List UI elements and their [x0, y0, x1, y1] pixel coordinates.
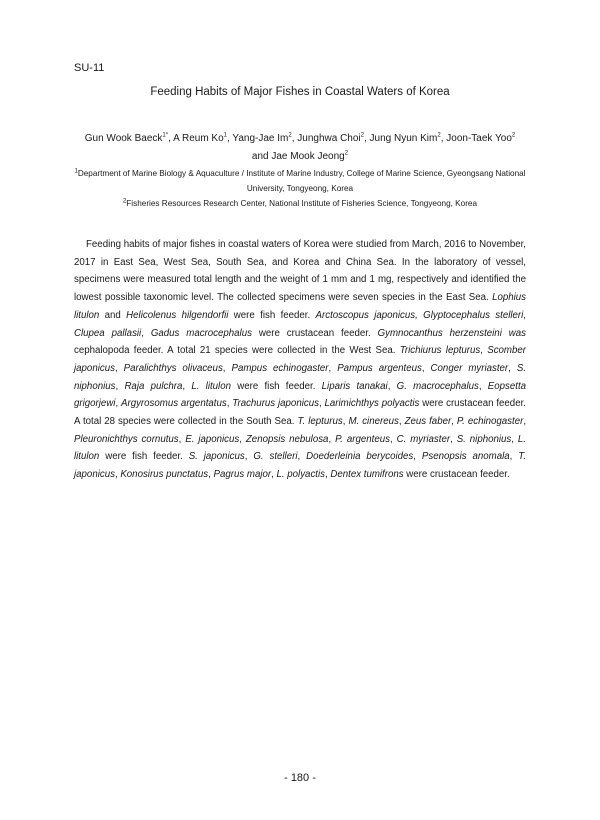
species-name: Doederleinia berycoides	[306, 451, 414, 463]
species-name: Pampus argenteus	[337, 362, 422, 374]
abstract-text: ,	[115, 398, 122, 410]
abstract-text: were fish feeder.	[99, 451, 189, 463]
species-name: Clupea pallasii	[74, 327, 142, 339]
author-affiliation-mark: 1*	[162, 132, 169, 139]
affiliation-mark: 1	[74, 168, 78, 175]
species-name: Liparis tanakai	[321, 380, 388, 392]
abstract-text: ,	[387, 380, 397, 392]
species-name: L. litulon	[74, 433, 526, 463]
session-code: SU-11	[74, 62, 105, 74]
abstract-text: ,	[141, 327, 151, 339]
abstract-text: ,	[509, 451, 519, 463]
abstract-text: ,	[328, 433, 336, 445]
author-name: Jae Mook Jeong	[271, 151, 345, 162]
author-name: Yang-Jae Im	[232, 133, 289, 144]
affiliation	[74, 166, 526, 196]
page-number: - 180 -	[284, 772, 316, 784]
species-name: Zeus faber	[404, 416, 452, 428]
species-name: Paralichthys olivaceus	[123, 362, 223, 374]
abstract-text: ,	[342, 416, 349, 428]
abstract-text: ,	[178, 433, 186, 445]
species-name: Gymnocanthus herzensteini was	[377, 327, 526, 339]
species-name: Scomber japonicus	[74, 345, 526, 374]
species-name: Pampus echinogaster	[231, 362, 329, 374]
author-list: Gun Wook Baeck$^{1*}$, A Reum Ko$^1$, Yang-Jae Im$^2$, Junghwa Choi$^2$, Jung Nyun Kim$^2$, Joon-Taek Yoo$^2$ and Jae Mook Jeong$^2$	[84, 132, 516, 162]
species-name: L. litulon	[191, 380, 231, 392]
abstract-paragraph	[74, 236, 526, 484]
affiliation-text: Department of Marine Biology & Aquaculture / Institute of Marine Industry, College of Marine Science, Gyeongsang National University, Tongyeong, Korea	[77, 169, 526, 193]
abstract-text: ,	[208, 469, 214, 481]
affiliation-text: Fisheries Resources Research Center, National Institute of Fisheries Science, Tongyeong, Korea	[126, 199, 478, 208]
affiliation	[74, 196, 526, 211]
species-name: Conger myriaster	[430, 362, 509, 374]
species-name: Eopsetta grigorjewi	[74, 380, 527, 410]
species-name: Trichiurus lepturus	[399, 345, 481, 357]
abstract-text: Feeding habits of major fishes in coastal waters of Korea were studied from March, 2016 to November, 2017 in East Sea, West Sea, South Sea, and Korea and China Sea. In the laboratory of vessel, specimens were measured total length and the weight of 1 mm and 1 mg, respectively and identified the lowest possible taxonomic level. The collected specimens were seven species in the East Sea.	[74, 239, 526, 304]
abstract-text: cephalopoda feeder. A total 21 species were collected in the West Sea.	[74, 345, 400, 357]
species-name: Dentex tumifrons	[330, 469, 404, 481]
author-name: Joon-Taek Yoo	[446, 133, 512, 144]
author-name: Jung Nyun Kim	[369, 133, 438, 144]
abstract-text: ,	[523, 416, 527, 428]
abstract-text: ,	[450, 433, 457, 445]
author-name: Gun Wook Baeck	[84, 133, 163, 144]
abstract	[74, 236, 526, 484]
abstract-text: ,	[239, 433, 246, 445]
abstract-text: and	[99, 309, 127, 321]
abstract-text: ,	[480, 345, 488, 357]
author-affiliation-mark: 2	[360, 132, 364, 139]
paper-title: Feeding Habits of Major Fishes in Coastal Waters of Korea	[150, 86, 450, 98]
species-name: Pagrus major	[213, 469, 272, 481]
species-name: Konosirus punctatus	[120, 469, 209, 481]
abstract-text: ,	[318, 398, 325, 410]
species-name: Zenopsis nebulosa	[245, 433, 329, 445]
abstract-text: ,	[297, 451, 307, 463]
abstract-text: were crustacean feeder.	[403, 469, 510, 481]
species-name: Argyrosomus argentatus	[121, 398, 227, 410]
species-name: E. japonicus	[185, 433, 240, 445]
author-name: Junghwa Choi	[297, 133, 361, 144]
species-name: L. polyactis	[276, 469, 325, 481]
species-name: Arctoscopus japonicus, Glyptocephalus stelleri	[315, 309, 524, 321]
abstract-text: were fish feeder.	[228, 309, 316, 321]
abstract-text: ,	[451, 416, 457, 428]
species-name: Raja pulchra	[124, 380, 183, 392]
species-name: S. japonicus	[188, 451, 245, 463]
author-affiliation-mark: 2	[288, 132, 292, 139]
abstract-text: ,	[523, 309, 526, 321]
abstract-text: ,	[226, 398, 233, 410]
species-name: Helicolenus hilgendorfii	[126, 309, 229, 321]
species-name: Psenopsis anomala	[421, 451, 510, 463]
species-name: Lophius litulon	[74, 292, 526, 321]
abstract-text: ,	[114, 469, 121, 481]
species-name: T. lepturus	[297, 416, 343, 428]
abstract-text: were fish feeder.	[230, 380, 322, 392]
author-affiliation-mark: 1	[223, 132, 228, 139]
abstract-text: ,	[413, 451, 422, 463]
species-name: Pleuronichthys cornutus	[74, 433, 179, 445]
abstract-text: ,	[511, 433, 518, 445]
affiliation-mark: 2	[122, 198, 127, 205]
species-name: Larimichthys polyactis	[324, 398, 420, 410]
species-name: S. niphonius	[456, 433, 512, 445]
species-name: T. japonicus	[74, 451, 527, 481]
affiliation-list	[74, 166, 526, 211]
abstract-text: ,	[328, 362, 338, 374]
species-name: C. myriaster	[396, 433, 451, 445]
abstract-text: ,	[324, 469, 331, 481]
author-name: A Reum Ko	[173, 133, 224, 144]
author-affiliation-mark: 2	[344, 150, 349, 157]
species-name: G. stelleri	[253, 451, 298, 463]
species-name: P. echinogaster	[456, 416, 524, 428]
species-name: Trachurus japonicus	[232, 398, 319, 410]
abstract-text: ,	[398, 416, 405, 428]
species-name: M. cinereus	[348, 416, 399, 428]
abstract-text: ,	[244, 451, 254, 463]
abstract-text: ,	[271, 469, 277, 481]
species-name: G. macrocephalus	[396, 380, 479, 392]
species-name: P. argenteus	[335, 433, 390, 445]
author-affiliation-mark: 2	[437, 132, 441, 139]
abstract-text: ,	[421, 362, 431, 374]
abstract-text: ,	[508, 362, 517, 374]
abstract-text: ,	[222, 362, 232, 374]
abstract-text: ,	[115, 380, 125, 392]
abstract-text: ,	[182, 380, 192, 392]
author-affiliation-mark: 2	[511, 132, 516, 139]
abstract-text: ,	[114, 362, 124, 374]
species-name: Gadus macrocephalus	[150, 327, 252, 339]
abstract-text: ,	[390, 433, 397, 445]
species-name: S. niphonius	[74, 362, 527, 392]
abstract-text: ,	[478, 380, 488, 392]
abstract-text: were crustacean feeder.	[251, 327, 378, 339]
abstract-text: were crustacean feeder. A total 28 species were collected in the South Sea.	[74, 398, 526, 428]
